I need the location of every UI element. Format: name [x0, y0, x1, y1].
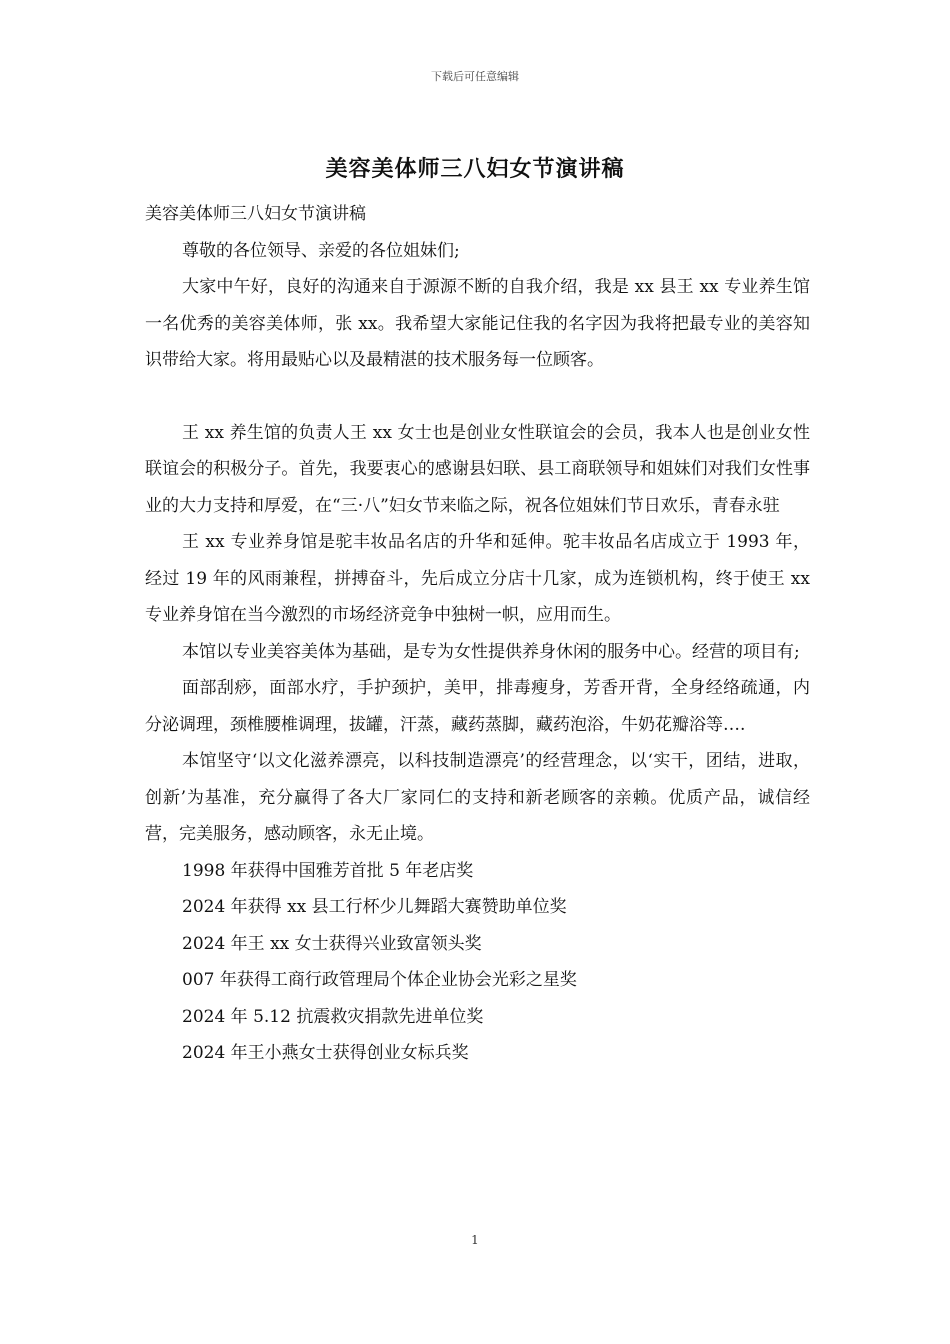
award-item: 2024 年 5.12 抗震救灾捐款先进单位奖	[182, 1006, 484, 1027]
paragraph-spacer	[145, 379, 810, 415]
paragraph-introduction: 大家中午好，良好的沟通来自于源源不断的自我介绍，我是 xx 县王 xx 专业养生馆一名优秀的美容美体师，张 xx。我希望大家能记住我的名字因为我将把最专业的美容知识带给大家。将用最贴心以及最精湛的技术服务每一位顾客。	[145, 277, 810, 370]
header-note: 下载后可任意编辑	[431, 70, 519, 83]
paragraph-philosophy: 本馆坚守‘以文化滋养漂亮，以科技制造漂亮’的经营理念，以‘实干，团结，进取，创新’为基准，充分赢得了各大厂家同仁的支持和新老顾客的亲赖。优质产品，诚信经营，完美服务，感动顾客，永无止境。	[145, 751, 810, 844]
award-item: 2024 年王 xx 女士获得兴业致富领头奖	[182, 933, 482, 954]
award-item: 2024 年王小燕女士获得创业女标兵奖	[182, 1043, 469, 1063]
page-number: 1	[471, 1233, 479, 1247]
paragraph-services-list: 面部刮痧，面部水疗，手护颈护，美甲，排毒瘦身，芳香开背，全身经络疏通，内分泌调理，颈椎腰椎调理，拔罐，汗蒸，藏药蒸脚，藏药泡浴，牛奶花瓣浴等….	[145, 678, 810, 735]
paragraph-history: 王 xx 专业养身馆是驼丰妆品名店的升华和延伸。驼丰妆品名店成立于 1993 年，经过 19 年的风雨兼程，拼搏奋斗，先后成立分店十几家，成为连锁机构，终于使王 xx 专业养身馆在当今激烈的市场经济竞争中独树一帜，应用而生。	[145, 532, 810, 625]
paragraph-thanks: 王 xx 养生馆的负责人王 xx 女士也是创业女性联谊会的会员，我本人也是创业女性联谊会的积极分子。首先，我要衷心的感谢县妇联、县工商联领导和姐妹们对我们女性事业的大力支持和厚爱，在“三·八”妇女节来临之际，祝各位姐妹们节日欢乐，青春永驻	[145, 422, 810, 516]
award-item: 007 年获得工商行政管理局个体企业协会光彩之星奖	[182, 970, 577, 990]
document-body	[145, 196, 810, 1072]
award-item: 1998 年获得中国雅芳首批 5 年老店奖	[182, 860, 474, 881]
document-title: 美容美体师三八妇女节演讲稿	[325, 156, 625, 182]
paragraph-subtitle: 美容美体师三八妇女节演讲稿	[145, 204, 366, 224]
paragraph-services-intro: 本馆以专业美容美体为基础，是专为女性提供养身休闲的服务中心。经营的项目有;	[182, 641, 800, 662]
award-item: 2024 年获得 xx 县工行杯少儿舞蹈大赛赞助单位奖	[182, 897, 567, 917]
paragraph-greeting: 尊敬的各位领导、亲爱的各位姐妹们;	[182, 240, 460, 261]
